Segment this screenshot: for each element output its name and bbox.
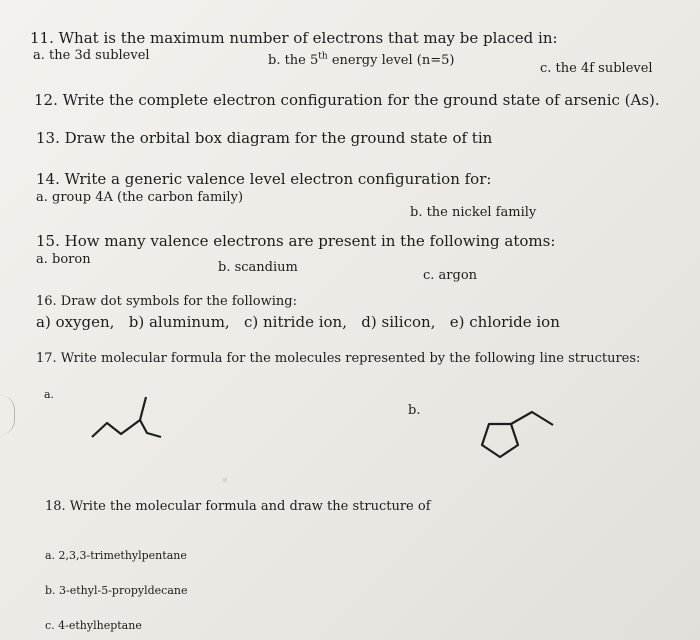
q14-option-a: a. group 4A (the carbon family) bbox=[36, 190, 244, 205]
q18-option-c: c. 4-ethylheptane bbox=[45, 619, 142, 632]
page-mark bbox=[223, 478, 228, 483]
question-13: 13. Draw the orbital box diagram for the ground state of tin bbox=[36, 129, 493, 147]
question-18: 18. Write the molecular formula and draw the structure of bbox=[45, 499, 431, 514]
question-12: 12. Write the complete electron configuration for the ground state of arsenic (As). bbox=[34, 91, 660, 109]
q11-option-c: c. the 4f sublevel bbox=[540, 61, 653, 76]
q15-option-b: b. scandium bbox=[218, 260, 298, 275]
q18-option-a: a. 2,3,3-trimethylpentane bbox=[45, 549, 187, 562]
q16-items: a) oxygen, b) aluminum, c) nitride ion, d) silicon, e) chloride ion bbox=[36, 313, 560, 331]
q15-option-a: a. boron bbox=[36, 252, 91, 267]
q11-option-b: b. the 5th energy level (n=5) bbox=[268, 51, 455, 68]
q17-label-a: a. bbox=[44, 388, 55, 401]
question-16: 16. Draw dot symbols for the following: bbox=[36, 294, 297, 309]
q15-option-c: c. argon bbox=[423, 268, 478, 283]
structure-b-ring bbox=[482, 424, 518, 457]
question-17: 17. Write molecular formula for the molecules represented by the following line structures: bbox=[36, 351, 641, 366]
structure-b-substituent bbox=[511, 412, 553, 425]
structure-a-branch bbox=[140, 397, 146, 420]
q11-option-a: a. the 3d sublevel bbox=[33, 48, 150, 63]
q18-option-b: b. 3-ethyl-5-propyldecane bbox=[45, 584, 188, 597]
structure-a-main-chain bbox=[92, 420, 161, 437]
question-15: 15. How many valence electrons are present in the following atoms: bbox=[36, 232, 556, 250]
question-11: 11. What is the maximum number of electrons that may be placed in: bbox=[30, 29, 558, 47]
q14-option-b: b. the nickel family bbox=[410, 205, 537, 220]
q17-label-b: b. bbox=[408, 403, 421, 418]
question-14: 14. Write a generic valence level electron configuration for: bbox=[36, 170, 492, 188]
